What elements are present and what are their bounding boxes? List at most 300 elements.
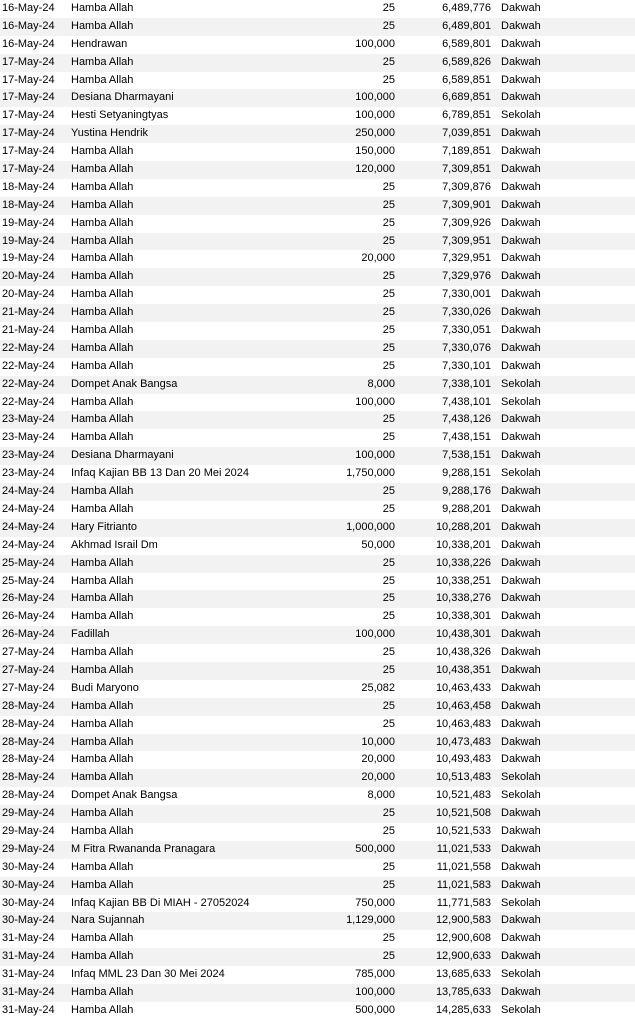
date-cell: 29-May-24 bbox=[2, 824, 55, 837]
amount-cell: 25 bbox=[382, 860, 395, 873]
date-cell: 20-May-24 bbox=[2, 288, 55, 301]
date-cell: 24-May-24 bbox=[2, 485, 55, 498]
running-balance-cell: 10,288,201 bbox=[435, 520, 491, 533]
running-balance-cell: 11,021,558 bbox=[436, 860, 491, 873]
table-row bbox=[0, 0, 635, 18]
donor-name-cell: Hamba Allah bbox=[71, 824, 134, 837]
date-cell: 23-May-24 bbox=[2, 467, 55, 480]
running-balance-cell: 7,330,001 bbox=[442, 288, 491, 301]
running-balance-cell: 10,438,351 bbox=[435, 663, 491, 676]
category-cell: Dakwah bbox=[501, 19, 541, 32]
date-cell: 18-May-24 bbox=[2, 198, 55, 211]
category-cell: Dakwah bbox=[501, 37, 541, 50]
date-cell: 17-May-24 bbox=[2, 163, 55, 176]
category-cell: Dakwah bbox=[501, 306, 541, 319]
category-cell: Dakwah bbox=[501, 985, 541, 998]
donor-name-cell: Hamba Allah bbox=[71, 359, 134, 372]
category-cell: Sekolah bbox=[501, 467, 541, 480]
table-row bbox=[0, 698, 635, 716]
donor-name-cell: Hendrawan bbox=[71, 37, 128, 50]
amount-cell: 25 bbox=[382, 359, 395, 372]
amount-cell: 20,000 bbox=[361, 252, 395, 265]
date-cell: 24-May-24 bbox=[2, 538, 55, 551]
table-row bbox=[0, 805, 635, 823]
amount-cell: 100,000 bbox=[355, 985, 395, 998]
category-cell: Sekolah bbox=[501, 771, 541, 784]
donor-name-cell: Hamba Allah bbox=[71, 431, 134, 444]
amount-cell: 25 bbox=[382, 216, 395, 229]
date-cell: 28-May-24 bbox=[2, 699, 55, 712]
amount-cell: 25 bbox=[382, 556, 395, 569]
donor-name-cell: Hamba Allah bbox=[71, 180, 134, 193]
table-row bbox=[0, 340, 635, 358]
running-balance-cell: 10,338,301 bbox=[435, 610, 491, 623]
table-row bbox=[0, 555, 635, 573]
running-balance-cell: 7,309,851 bbox=[442, 163, 491, 176]
running-balance-cell: 6,589,826 bbox=[442, 55, 491, 68]
date-cell: 26-May-24 bbox=[2, 610, 55, 623]
date-cell: 20-May-24 bbox=[2, 270, 55, 283]
amount-cell: 100,000 bbox=[355, 37, 395, 50]
date-cell: 21-May-24 bbox=[2, 306, 55, 319]
donor-name-cell: Hamba Allah bbox=[71, 663, 134, 676]
table-row bbox=[0, 72, 635, 90]
running-balance-cell: 11,021,583 bbox=[436, 878, 491, 891]
donor-name-cell: Hamba Allah bbox=[71, 55, 134, 68]
date-cell: 28-May-24 bbox=[2, 717, 55, 730]
category-cell: Dakwah bbox=[501, 753, 541, 766]
table-row bbox=[0, 268, 635, 286]
date-cell: 17-May-24 bbox=[2, 127, 55, 140]
category-cell: Dakwah bbox=[501, 646, 541, 659]
amount-cell: 25 bbox=[382, 73, 395, 86]
category-cell: Dakwah bbox=[501, 413, 541, 426]
date-cell: 22-May-24 bbox=[2, 359, 55, 372]
table-row bbox=[0, 626, 635, 644]
donor-name-cell: Hamba Allah bbox=[71, 145, 134, 158]
table-row bbox=[0, 966, 635, 984]
category-cell: Dakwah bbox=[501, 127, 541, 140]
running-balance-cell: 10,438,301 bbox=[435, 628, 491, 641]
category-cell: Sekolah bbox=[501, 968, 541, 981]
category-cell: Dakwah bbox=[501, 717, 541, 730]
running-balance-cell: 7,039,851 bbox=[442, 127, 491, 140]
date-cell: 30-May-24 bbox=[2, 914, 55, 927]
amount-cell: 25 bbox=[382, 663, 395, 676]
category-cell: Dakwah bbox=[501, 592, 541, 605]
amount-cell: 25 bbox=[382, 306, 395, 319]
amount-cell: 25 bbox=[382, 485, 395, 498]
category-cell: Dakwah bbox=[501, 91, 541, 104]
donor-name-cell: Hamba Allah bbox=[71, 556, 134, 569]
donor-name-cell: Hamba Allah bbox=[71, 860, 134, 873]
running-balance-cell: 10,338,251 bbox=[435, 574, 491, 587]
table-row bbox=[0, 841, 635, 859]
category-cell: Dakwah bbox=[501, 198, 541, 211]
donor-name-cell: Hamba Allah bbox=[71, 502, 134, 515]
date-cell: 17-May-24 bbox=[2, 55, 55, 68]
table-row bbox=[0, 930, 635, 948]
running-balance-cell: 10,493,483 bbox=[435, 753, 491, 766]
amount-cell: 785,000 bbox=[355, 968, 395, 981]
category-cell: Dakwah bbox=[501, 574, 541, 587]
donor-name-cell: Hamba Allah bbox=[71, 234, 134, 247]
donor-name-cell: Akhmad Israil Dm bbox=[71, 538, 158, 551]
table-row bbox=[0, 483, 635, 501]
date-cell: 28-May-24 bbox=[2, 735, 55, 748]
amount-cell: 50,000 bbox=[361, 538, 395, 551]
donor-name-cell: Desiana Dharmayani bbox=[71, 449, 174, 462]
running-balance-cell: 6,689,851 bbox=[442, 91, 491, 104]
donor-name-cell: Hamba Allah bbox=[71, 1003, 134, 1016]
table-row bbox=[0, 948, 635, 966]
date-cell: 28-May-24 bbox=[2, 771, 55, 784]
amount-cell: 25 bbox=[382, 717, 395, 730]
donor-name-cell: Hamba Allah bbox=[71, 699, 134, 712]
table-row bbox=[0, 447, 635, 465]
table-row bbox=[0, 233, 635, 251]
amount-cell: 100,000 bbox=[355, 109, 395, 122]
amount-cell: 120,000 bbox=[355, 163, 395, 176]
table-row bbox=[0, 161, 635, 179]
running-balance-cell: 7,330,101 bbox=[442, 359, 491, 372]
running-balance-cell: 9,288,151 bbox=[442, 467, 491, 480]
amount-cell: 25 bbox=[382, 413, 395, 426]
date-cell: 16-May-24 bbox=[2, 2, 55, 14]
category-cell: Dakwah bbox=[501, 73, 541, 86]
running-balance-cell: 10,338,276 bbox=[435, 592, 491, 605]
date-cell: 22-May-24 bbox=[2, 395, 55, 408]
category-cell: Dakwah bbox=[501, 663, 541, 676]
running-balance-cell: 10,338,201 bbox=[435, 538, 491, 551]
donor-name-cell: Fadillah bbox=[71, 628, 110, 641]
donor-name-cell: Hamba Allah bbox=[71, 163, 134, 176]
date-cell: 23-May-24 bbox=[2, 449, 55, 462]
donor-name-cell: Hamba Allah bbox=[71, 73, 134, 86]
table-row bbox=[0, 608, 635, 626]
category-cell: Dakwah bbox=[501, 950, 541, 963]
running-balance-cell: 7,330,076 bbox=[442, 341, 491, 354]
date-cell: 28-May-24 bbox=[2, 789, 55, 802]
table-row bbox=[0, 429, 635, 447]
amount-cell: 25 bbox=[382, 699, 395, 712]
amount-cell: 25 bbox=[382, 288, 395, 301]
running-balance-cell: 6,789,851 bbox=[442, 109, 491, 122]
running-balance-cell: 12,900,583 bbox=[435, 914, 491, 927]
date-cell: 30-May-24 bbox=[2, 896, 55, 909]
table-row bbox=[0, 662, 635, 680]
amount-cell: 25 bbox=[382, 341, 395, 354]
table-row bbox=[0, 751, 635, 769]
table-row bbox=[0, 376, 635, 394]
date-cell: 23-May-24 bbox=[2, 413, 55, 426]
category-cell: Sekolah bbox=[501, 109, 541, 122]
category-cell: Dakwah bbox=[501, 55, 541, 68]
amount-cell: 100,000 bbox=[355, 395, 395, 408]
donor-name-cell: M Fitra Rwananda Pranagara bbox=[71, 842, 216, 855]
running-balance-cell: 11,771,583 bbox=[436, 896, 491, 909]
table-row bbox=[0, 322, 635, 340]
donor-name-cell: Hamba Allah bbox=[71, 735, 134, 748]
running-balance-cell: 13,785,633 bbox=[435, 985, 491, 998]
category-cell: Dakwah bbox=[501, 610, 541, 623]
table-row bbox=[0, 537, 635, 555]
table-row bbox=[0, 250, 635, 268]
date-cell: 17-May-24 bbox=[2, 91, 55, 104]
donor-name-cell: Hamba Allah bbox=[71, 485, 134, 498]
amount-cell: 25,082 bbox=[361, 681, 395, 694]
table-row bbox=[0, 89, 635, 107]
category-cell: Dakwah bbox=[501, 252, 541, 265]
date-cell: 22-May-24 bbox=[2, 341, 55, 354]
donor-name-cell: Infaq Kajian BB 13 Dan 20 Mei 2024 bbox=[71, 467, 249, 480]
running-balance-cell: 10,473,483 bbox=[435, 735, 491, 748]
category-cell: Dakwah bbox=[501, 807, 541, 820]
table-row bbox=[0, 716, 635, 734]
date-cell: 16-May-24 bbox=[2, 37, 55, 50]
amount-cell: 150,000 bbox=[355, 145, 395, 158]
date-cell: 25-May-24 bbox=[2, 556, 55, 569]
table-row bbox=[0, 823, 635, 841]
running-balance-cell: 7,309,926 bbox=[442, 216, 491, 229]
donor-name-cell: Dompet Anak Bangsa bbox=[71, 377, 178, 390]
table-row bbox=[0, 501, 635, 519]
date-cell: 23-May-24 bbox=[2, 431, 55, 444]
category-cell: Dakwah bbox=[501, 163, 541, 176]
running-balance-cell: 7,329,951 bbox=[442, 252, 491, 265]
table-row bbox=[0, 984, 635, 1002]
table-row bbox=[0, 590, 635, 608]
table-row bbox=[0, 18, 635, 36]
amount-cell: 25 bbox=[382, 646, 395, 659]
table-row bbox=[0, 107, 635, 125]
amount-cell: 8,000 bbox=[367, 789, 395, 802]
date-cell: 17-May-24 bbox=[2, 145, 55, 158]
table-row bbox=[0, 519, 635, 537]
donor-name-cell: Hamba Allah bbox=[71, 395, 134, 408]
donor-name-cell: Hamba Allah bbox=[71, 592, 134, 605]
amount-cell: 8,000 bbox=[367, 377, 395, 390]
category-cell: Dakwah bbox=[501, 431, 541, 444]
amount-cell: 25 bbox=[382, 324, 395, 337]
amount-cell: 10,000 bbox=[361, 735, 395, 748]
amount-cell: 25 bbox=[382, 878, 395, 891]
date-cell: 31-May-24 bbox=[2, 968, 55, 981]
amount-cell: 250,000 bbox=[355, 127, 395, 140]
category-cell: Dakwah bbox=[501, 288, 541, 301]
date-cell: 30-May-24 bbox=[2, 860, 55, 873]
category-cell: Dakwah bbox=[501, 145, 541, 158]
running-balance-cell: 7,438,151 bbox=[442, 431, 491, 444]
donor-name-cell: Hamba Allah bbox=[71, 753, 134, 766]
running-balance-cell: 10,521,508 bbox=[435, 807, 491, 820]
donor-name-cell: Hamba Allah bbox=[71, 252, 134, 265]
date-cell: 31-May-24 bbox=[2, 932, 55, 945]
running-balance-cell: 7,330,026 bbox=[442, 306, 491, 319]
running-balance-cell: 10,438,326 bbox=[435, 646, 491, 659]
amount-cell: 25 bbox=[382, 592, 395, 605]
donor-name-cell: Hamba Allah bbox=[71, 306, 134, 319]
running-balance-cell: 9,288,176 bbox=[442, 485, 491, 498]
donor-name-cell: Hamba Allah bbox=[71, 288, 134, 301]
category-cell: Dakwah bbox=[501, 556, 541, 569]
donor-name-cell: Infaq Kajian BB Di MIAH - 27052024 bbox=[71, 896, 250, 909]
donor-name-cell: Budi Maryono bbox=[71, 681, 139, 694]
running-balance-cell: 10,513,483 bbox=[435, 771, 491, 784]
running-balance-cell: 6,589,801 bbox=[442, 37, 491, 50]
date-cell: 22-May-24 bbox=[2, 377, 55, 390]
running-balance-cell: 12,900,608 bbox=[435, 932, 491, 945]
table-row bbox=[0, 769, 635, 787]
donor-name-cell: Hamba Allah bbox=[71, 270, 134, 283]
category-cell: Dakwah bbox=[501, 359, 541, 372]
table-row bbox=[0, 895, 635, 913]
donor-name-cell: Hamba Allah bbox=[71, 413, 134, 426]
amount-cell: 100,000 bbox=[355, 449, 395, 462]
table-row bbox=[0, 125, 635, 143]
category-cell: Dakwah bbox=[501, 180, 541, 193]
donor-name-cell: Nara Sujannah bbox=[71, 914, 145, 927]
date-cell: 24-May-24 bbox=[2, 520, 55, 533]
running-balance-cell: 13,685,633 bbox=[435, 968, 491, 981]
table-row bbox=[0, 286, 635, 304]
category-cell: Dakwah bbox=[501, 341, 541, 354]
date-cell: 26-May-24 bbox=[2, 628, 55, 641]
date-cell: 31-May-24 bbox=[2, 950, 55, 963]
running-balance-cell: 9,288,201 bbox=[442, 502, 491, 515]
amount-cell: 1,750,000 bbox=[346, 467, 395, 480]
category-cell: Sekolah bbox=[501, 395, 541, 408]
donor-name-cell: Yustina Hendrik bbox=[71, 127, 149, 140]
date-cell: 31-May-24 bbox=[2, 985, 55, 998]
date-cell: 16-May-24 bbox=[2, 19, 55, 32]
category-cell: Dakwah bbox=[501, 538, 541, 551]
running-balance-cell: 7,438,101 bbox=[442, 395, 491, 408]
donor-name-cell: Hamba Allah bbox=[71, 2, 134, 14]
running-balance-cell: 7,338,101 bbox=[442, 377, 491, 390]
donor-name-cell: Hamba Allah bbox=[71, 610, 134, 623]
date-cell: 18-May-24 bbox=[2, 180, 55, 193]
running-balance-cell: 6,489,801 bbox=[442, 19, 491, 32]
date-cell: 19-May-24 bbox=[2, 216, 55, 229]
donor-name-cell: Hary Fitrianto bbox=[71, 520, 138, 533]
donor-name-cell: Hamba Allah bbox=[71, 646, 134, 659]
category-cell: Dakwah bbox=[501, 914, 541, 927]
table-row bbox=[0, 787, 635, 805]
table-row bbox=[0, 644, 635, 662]
category-cell: Dakwah bbox=[501, 932, 541, 945]
running-balance-cell: 7,309,876 bbox=[442, 180, 491, 193]
amount-cell: 100,000 bbox=[355, 91, 395, 104]
donor-name-cell: Hamba Allah bbox=[71, 771, 134, 784]
amount-cell: 25 bbox=[382, 270, 395, 283]
running-balance-cell: 7,309,951 bbox=[442, 234, 491, 247]
donor-name-cell: Desiana Dharmayani bbox=[71, 91, 174, 104]
running-balance-cell: 10,338,226 bbox=[435, 556, 491, 569]
category-cell: Dakwah bbox=[501, 520, 541, 533]
amount-cell: 20,000 bbox=[361, 771, 395, 784]
running-balance-cell: 10,463,483 bbox=[435, 717, 491, 730]
donor-name-cell: Hamba Allah bbox=[71, 574, 134, 587]
table-row bbox=[0, 912, 635, 930]
donor-name-cell: Hamba Allah bbox=[71, 198, 134, 211]
amount-cell: 25 bbox=[382, 2, 395, 14]
running-balance-cell: 10,463,433 bbox=[435, 681, 491, 694]
category-cell: Sekolah bbox=[501, 789, 541, 802]
table-row bbox=[0, 734, 635, 752]
table-row bbox=[0, 394, 635, 412]
date-cell: 29-May-24 bbox=[2, 842, 55, 855]
amount-cell: 25 bbox=[382, 932, 395, 945]
date-cell: 25-May-24 bbox=[2, 574, 55, 587]
category-cell: Dakwah bbox=[501, 485, 541, 498]
table-row bbox=[0, 143, 635, 161]
amount-cell: 750,000 bbox=[355, 896, 395, 909]
category-cell: Dakwah bbox=[501, 324, 541, 337]
date-cell: 27-May-24 bbox=[2, 663, 55, 676]
table-row bbox=[0, 54, 635, 72]
date-cell: 31-May-24 bbox=[2, 1003, 55, 1016]
running-balance-cell: 12,900,633 bbox=[435, 950, 491, 963]
date-cell: 17-May-24 bbox=[2, 73, 55, 86]
amount-cell: 20,000 bbox=[361, 753, 395, 766]
table-row bbox=[0, 179, 635, 197]
running-balance-cell: 14,285,633 bbox=[435, 1003, 491, 1016]
running-balance-cell: 7,329,976 bbox=[442, 270, 491, 283]
running-balance-cell: 7,309,901 bbox=[442, 198, 491, 211]
donor-name-cell: Hamba Allah bbox=[71, 216, 134, 229]
amount-cell: 25 bbox=[382, 824, 395, 837]
date-cell: 24-May-24 bbox=[2, 502, 55, 515]
running-balance-cell: 7,189,851 bbox=[442, 145, 491, 158]
category-cell: Dakwah bbox=[501, 234, 541, 247]
date-cell: 21-May-24 bbox=[2, 324, 55, 337]
donor-name-cell: Hesti Setyaningtyas bbox=[71, 109, 169, 122]
category-cell: Dakwah bbox=[501, 842, 541, 855]
category-cell: Dakwah bbox=[501, 628, 541, 641]
donor-name-cell: Hamba Allah bbox=[71, 324, 134, 337]
table-row bbox=[0, 197, 635, 215]
table-row bbox=[0, 411, 635, 429]
category-cell: Dakwah bbox=[501, 681, 541, 694]
amount-cell: 25 bbox=[382, 610, 395, 623]
category-cell: Dakwah bbox=[501, 735, 541, 748]
running-balance-cell: 7,330,051 bbox=[442, 324, 491, 337]
running-balance-cell: 11,021,533 bbox=[436, 842, 491, 855]
table-row bbox=[0, 465, 635, 483]
category-cell: Dakwah bbox=[501, 878, 541, 891]
amount-cell: 25 bbox=[382, 807, 395, 820]
donor-name-cell: Hamba Allah bbox=[71, 985, 134, 998]
amount-cell: 500,000 bbox=[355, 842, 395, 855]
donor-name-cell: Hamba Allah bbox=[71, 717, 134, 730]
amount-cell: 25 bbox=[382, 234, 395, 247]
table-row bbox=[0, 877, 635, 895]
date-cell: 30-May-24 bbox=[2, 878, 55, 891]
donor-name-cell: Hamba Allah bbox=[71, 878, 134, 891]
donor-name-cell: Dompet Anak Bangsa bbox=[71, 789, 178, 802]
date-cell: 27-May-24 bbox=[2, 681, 55, 694]
amount-cell: 25 bbox=[382, 950, 395, 963]
donor-name-cell: Hamba Allah bbox=[71, 19, 134, 32]
table-row bbox=[0, 358, 635, 376]
donor-name-cell: Hamba Allah bbox=[71, 341, 134, 354]
category-cell: Dakwah bbox=[501, 860, 541, 873]
amount-cell: 25 bbox=[382, 198, 395, 211]
table-row bbox=[0, 36, 635, 54]
table-row bbox=[0, 304, 635, 322]
date-cell: 19-May-24 bbox=[2, 252, 55, 265]
